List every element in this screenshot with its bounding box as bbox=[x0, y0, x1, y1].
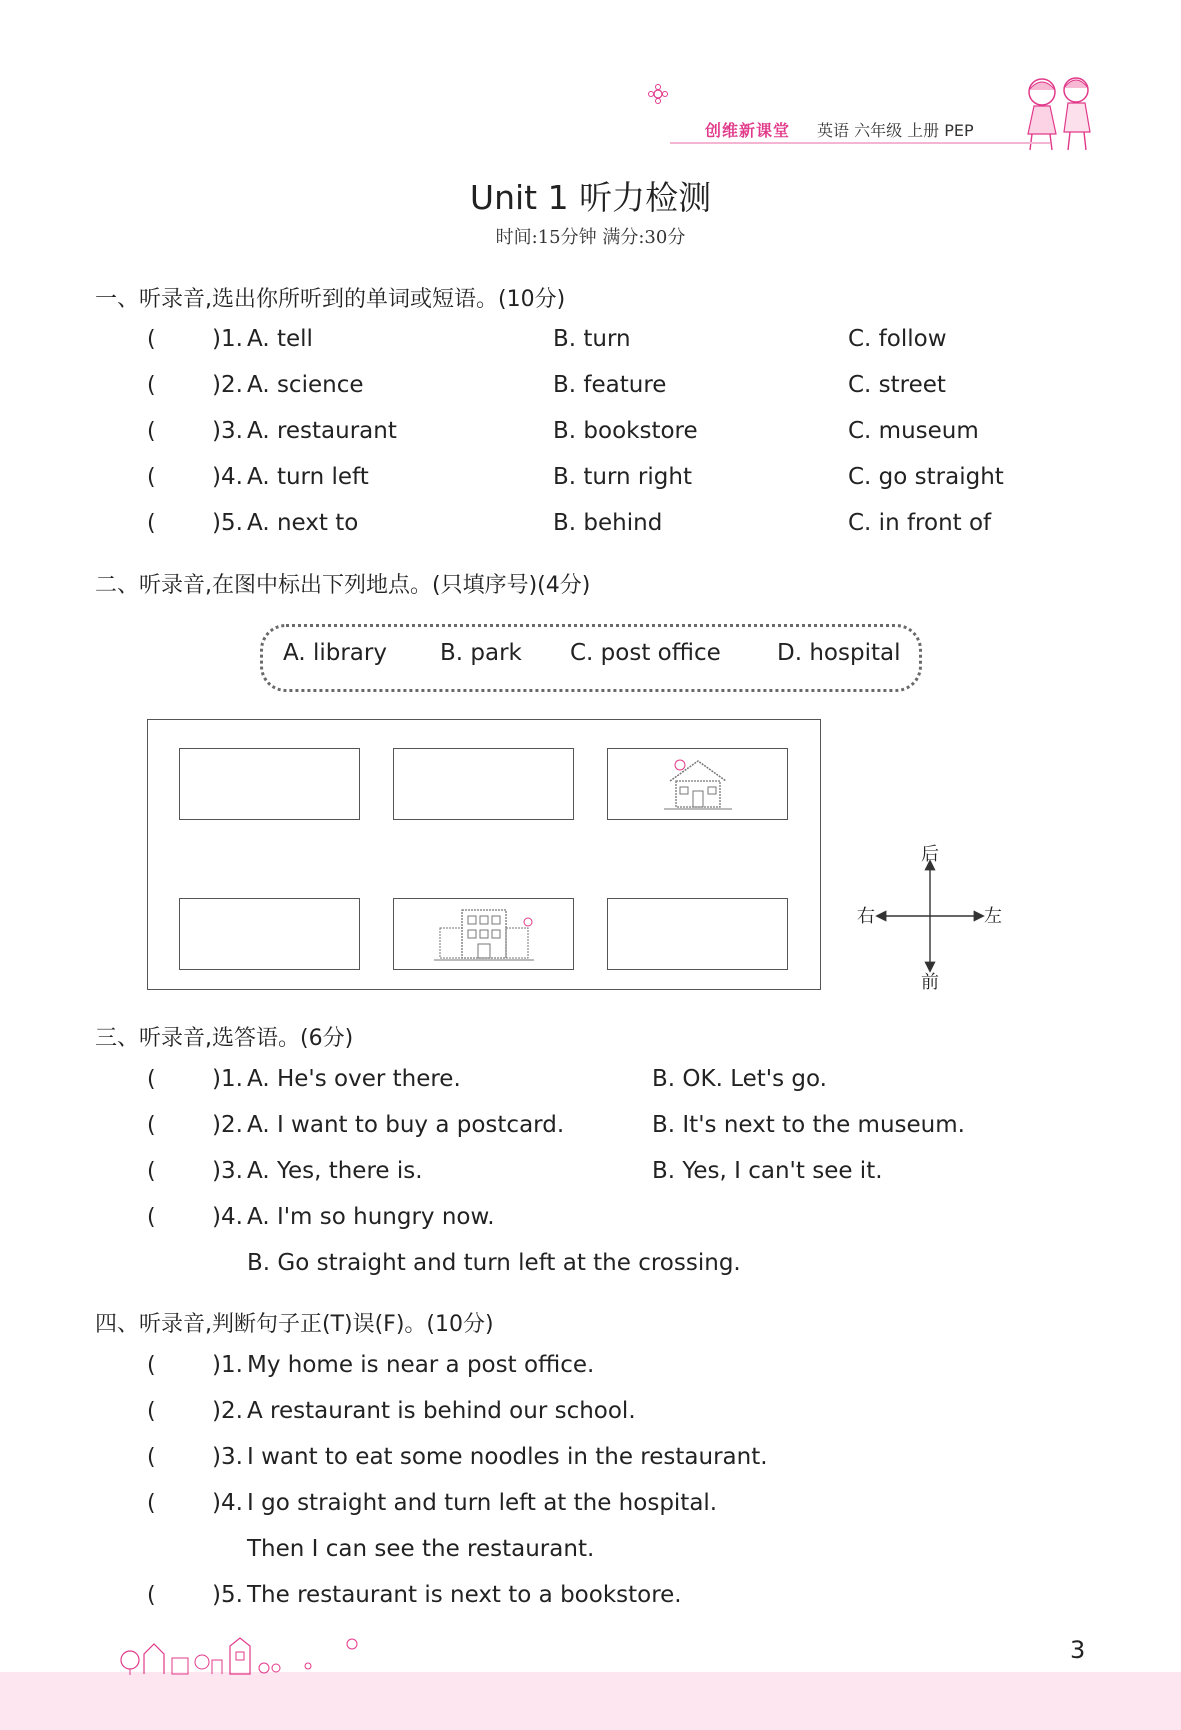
answer-paren[interactable]: ( bbox=[147, 1067, 156, 1092]
list-item bbox=[147, 510, 156, 536]
section2-title: 二、听录音,在图中标出下列地点。(只填序号)(4分) bbox=[95, 573, 591, 598]
list-item bbox=[147, 464, 156, 490]
answer-paren[interactable]: ( bbox=[147, 1399, 156, 1424]
page-number: 3 bbox=[1070, 1636, 1086, 1664]
house-icon bbox=[660, 755, 736, 813]
section4-title: 四、听录音,判断句子正(T)误(F)。(10分) bbox=[95, 1312, 494, 1337]
item-number: )1. bbox=[212, 1352, 243, 1378]
compass-up-label: 后 bbox=[921, 844, 939, 865]
item-number: )5. bbox=[212, 1582, 243, 1608]
list-item bbox=[147, 372, 156, 398]
list-item bbox=[147, 1066, 156, 1092]
option-a: A. restaurant bbox=[247, 418, 397, 444]
item-number: )1. bbox=[212, 1066, 243, 1092]
header-divider bbox=[670, 142, 1050, 144]
list-item bbox=[147, 1204, 156, 1230]
item-number: )3. bbox=[212, 1444, 243, 1470]
map-cell-bottom-middle bbox=[393, 898, 574, 970]
answer-paren[interactable]: ( bbox=[147, 1205, 156, 1230]
statement-text: I go straight and turn left at the hospital. bbox=[247, 1490, 718, 1516]
map-cell-top-right bbox=[607, 748, 788, 820]
option-b: B. Yes, I can't see it. bbox=[652, 1158, 883, 1184]
option-c: C. museum bbox=[848, 418, 979, 444]
page-title: Unit 1 听力检测 bbox=[469, 178, 712, 217]
option-b: B. behind bbox=[553, 510, 663, 536]
option-b: B. Go straight and turn left at the crossing. bbox=[247, 1250, 741, 1276]
option-a: A. I want to buy a postcard. bbox=[247, 1112, 565, 1138]
item-number: )2. bbox=[212, 1112, 243, 1138]
list-item bbox=[147, 1398, 156, 1424]
option-c: C. go straight bbox=[848, 464, 1004, 490]
section3-title: 三、听录音,选答语。(6分) bbox=[95, 1026, 354, 1051]
item-number: )4. bbox=[212, 1204, 243, 1230]
building-icon bbox=[432, 902, 536, 966]
statement-text: My home is near a post office. bbox=[247, 1352, 595, 1378]
option-b: B. It's next to the museum. bbox=[652, 1112, 965, 1138]
option-b: B. feature bbox=[553, 372, 667, 398]
item-number: )5. bbox=[212, 510, 243, 536]
map-cell-bottom-left[interactable] bbox=[179, 898, 360, 970]
item-number: )2. bbox=[212, 1398, 243, 1424]
answer-paren[interactable]: ( bbox=[147, 1583, 156, 1608]
answer-paren[interactable]: ( bbox=[147, 1445, 156, 1470]
legend-library: A. library bbox=[283, 640, 387, 666]
option-c: C. in front of bbox=[848, 510, 992, 536]
list-item bbox=[147, 1444, 156, 1470]
option-b: B. OK. Let's go. bbox=[652, 1066, 827, 1092]
legend-park: B. park bbox=[440, 640, 522, 666]
list-item bbox=[147, 1490, 156, 1516]
list-item bbox=[147, 1158, 156, 1184]
item-number: )3. bbox=[212, 418, 243, 444]
legend-hospital: D. hospital bbox=[777, 640, 901, 666]
header-meta: 英语 六年级 上册 PEP bbox=[817, 121, 974, 140]
item-number: )1. bbox=[212, 326, 243, 352]
list-item bbox=[147, 1112, 156, 1138]
item-number: )3. bbox=[212, 1158, 243, 1184]
statement-text: I want to eat some noodles in the restaurant. bbox=[247, 1444, 768, 1470]
answer-paren[interactable]: ( bbox=[147, 1353, 156, 1378]
legend-post-office: C. post office bbox=[570, 640, 721, 666]
option-a: A. Yes, there is. bbox=[247, 1158, 423, 1184]
item-number: )4. bbox=[212, 464, 243, 490]
answer-paren[interactable]: ( bbox=[147, 1113, 156, 1138]
statement-text: The restaurant is next to a bookstore. bbox=[247, 1582, 682, 1608]
answer-paren[interactable]: ( bbox=[147, 465, 156, 490]
option-a: A. I'm so hungry now. bbox=[247, 1204, 495, 1230]
option-a: A. next to bbox=[247, 510, 359, 536]
statement-text-continued: Then I can see the restaurant. bbox=[247, 1536, 595, 1562]
list-item bbox=[147, 418, 156, 444]
statement-text: A restaurant is behind our school. bbox=[247, 1398, 636, 1424]
option-a: A. tell bbox=[247, 326, 313, 352]
footer-town-illustration bbox=[112, 1630, 372, 1676]
compass-arrows-icon bbox=[870, 856, 990, 976]
option-b: B. turn bbox=[553, 326, 631, 352]
answer-paren[interactable]: ( bbox=[147, 327, 156, 352]
option-b: B. turn right bbox=[553, 464, 692, 490]
item-number: )2. bbox=[212, 372, 243, 398]
answer-paren[interactable]: ( bbox=[147, 511, 156, 536]
item-number: )4. bbox=[212, 1490, 243, 1516]
compass-left-label: 右 bbox=[857, 906, 875, 927]
footer-band bbox=[0, 1672, 1181, 1730]
map-cell-top-middle[interactable] bbox=[393, 748, 574, 820]
map-cell-bottom-right[interactable] bbox=[607, 898, 788, 970]
section1-title: 一、听录音,选出你所听到的单词或短语。(10分) bbox=[95, 287, 566, 312]
option-a: A. science bbox=[247, 372, 364, 398]
header-brand: 创维新课堂 bbox=[705, 121, 791, 140]
option-c: C. street bbox=[848, 372, 946, 398]
list-item bbox=[147, 1582, 156, 1608]
answer-paren[interactable]: ( bbox=[147, 1491, 156, 1516]
option-c: C. follow bbox=[848, 326, 947, 352]
answer-paren[interactable]: ( bbox=[147, 373, 156, 398]
option-a: A. turn left bbox=[247, 464, 369, 490]
page-subtitle: 时间:15分钟 满分:30分 bbox=[495, 227, 686, 248]
answer-paren[interactable]: ( bbox=[147, 1159, 156, 1184]
list-item bbox=[147, 326, 156, 352]
list-item bbox=[147, 1352, 156, 1378]
compass-down-label: 前 bbox=[921, 972, 939, 993]
option-a: A. He's over there. bbox=[247, 1066, 461, 1092]
answer-paren[interactable]: ( bbox=[147, 419, 156, 444]
map-cell-top-left[interactable] bbox=[179, 748, 360, 820]
compass-right-label: 左 bbox=[984, 906, 1002, 927]
header-flower-icon bbox=[648, 84, 668, 104]
option-b: B. bookstore bbox=[553, 418, 698, 444]
